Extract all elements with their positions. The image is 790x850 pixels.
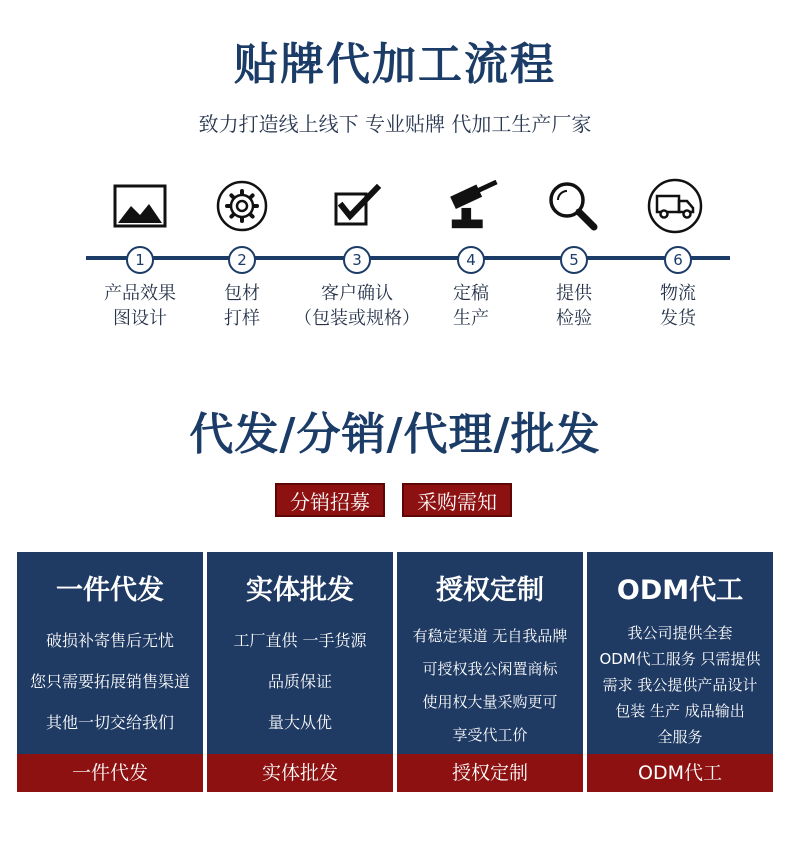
step-label-line: 物流 <box>660 283 696 304</box>
step-label-line: 打样 <box>224 308 260 329</box>
checkbox-icon <box>330 178 386 234</box>
card-description <box>207 620 393 743</box>
card-footer-button[interactable]: ODM代工 <box>587 754 773 792</box>
distribution-recruit-button[interactable]: 分销招募 <box>275 483 385 517</box>
card-description <box>397 620 583 752</box>
card-line: 品质保证 <box>267 672 332 691</box>
card-line: 包装 生产 成品输出 <box>615 702 745 720</box>
card-title: 授权定制 <box>436 575 544 606</box>
card-line: 我公司提供全套 <box>627 624 733 642</box>
card-title: 一件代发 <box>56 575 164 606</box>
card-footer-button[interactable]: 授权定制 <box>397 754 583 792</box>
card-line: 可授权我公闲置商标 <box>422 660 558 678</box>
step-label-line: 生产 <box>453 308 489 329</box>
card-line: 工厂直供 一手货源 <box>233 631 367 650</box>
card-line: 全服务 <box>657 728 703 746</box>
step-number-1: 1 <box>126 246 154 274</box>
step-label-line: 图设计 <box>113 308 167 329</box>
step-label-line: （包装或规格） <box>294 308 420 329</box>
card-line: ODM代工服务 只需提供 <box>599 650 761 668</box>
card-dropship <box>17 552 203 792</box>
step-label-line: 检验 <box>556 308 592 329</box>
card-wholesale <box>207 552 393 792</box>
card-line: 您只需要拓展销售渠道 <box>29 672 190 691</box>
truck-icon <box>647 178 703 234</box>
page-title: 贴牌代加工流程 <box>234 39 556 90</box>
card-line: 其他一切交给我们 <box>45 713 174 732</box>
card-footer-button[interactable]: 实体批发 <box>207 754 393 792</box>
gavel-icon <box>446 178 502 234</box>
card-title: 实体批发 <box>246 575 354 606</box>
section-title: 代发/分销/代理/批发 <box>189 409 601 460</box>
card-authorized-custom <box>397 552 583 792</box>
card-line: 有稳定渠道 无自我品牌 <box>412 627 568 645</box>
card-odm <box>587 552 773 792</box>
process-timeline <box>86 256 730 260</box>
card-line: 享受代工价 <box>452 726 528 744</box>
step-label-line: 提供 <box>556 283 592 304</box>
step-number-3: 3 <box>343 246 371 274</box>
step-label-line: 包材 <box>224 283 260 304</box>
step-number-4: 4 <box>457 246 485 274</box>
step-label-line: 产品效果 <box>104 283 176 304</box>
magnifier-icon <box>545 178 601 234</box>
image-icon <box>112 178 168 234</box>
step-number-6: 6 <box>664 246 692 274</box>
page-subtitle: 致力打造线上线下 专业贴牌 代加工生产厂家 <box>198 112 592 136</box>
gear-icon <box>214 178 270 234</box>
step-label-line: 发货 <box>660 308 696 329</box>
card-line: 使用权大量采购更可 <box>422 693 558 711</box>
card-line: 破损补寄售后无忧 <box>45 631 174 650</box>
card-footer-button[interactable]: 一件代发 <box>17 754 203 792</box>
card-line: 量大从优 <box>267 713 332 732</box>
purchase-notice-button[interactable]: 采购需知 <box>402 483 512 517</box>
step-label-line: 客户确认 <box>321 283 393 304</box>
step-number-2: 2 <box>228 246 256 274</box>
card-line: 需求 我公提供产品设计 <box>602 676 758 694</box>
step-label-line: 定稿 <box>453 283 489 304</box>
card-description <box>17 620 203 743</box>
step-label-6 <box>603 281 753 331</box>
step-number-5: 5 <box>560 246 588 274</box>
card-description <box>587 620 773 750</box>
card-title: ODM代工 <box>616 575 744 606</box>
